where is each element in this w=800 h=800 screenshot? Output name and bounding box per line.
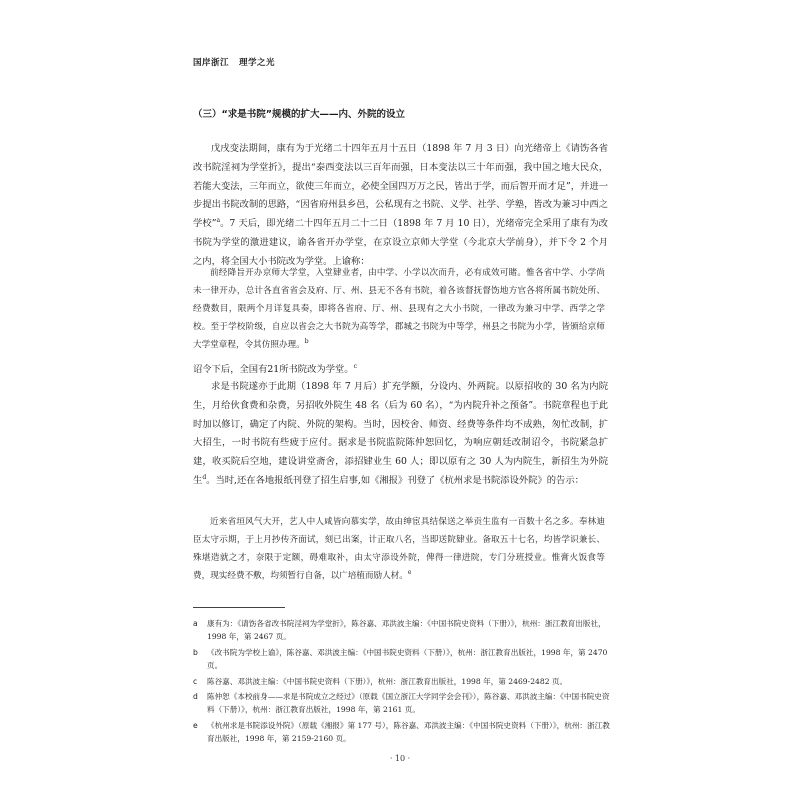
- footnote-text: 《杭州求是书院添设外院》（原载《湘报》第 177 号），陈谷嘉、邓洪波主编：《中国书院史资料（下册）》，杭州：浙江教育出版社，1998 年，第 2159-2160 页。: [207, 720, 610, 744]
- footnote-mark: d: [193, 692, 198, 702]
- footnote-text: 《改书院为学校上谕》，陈谷嘉、邓洪波主编：《中国书院史资料（下册）》，杭州：浙江教育出版社，1998 年，第 2470 页。: [207, 647, 608, 671]
- footnote: [193, 617, 613, 644]
- paragraph-2-text: 诏令下后，全国有21所书院改为学堂。: [193, 364, 354, 375]
- footnote-ref-c[interactable]: c: [353, 362, 357, 370]
- footnote-ref-a[interactable]: a: [216, 217, 221, 225]
- footnote: [193, 675, 613, 688]
- quote-edict-text: 前经降旨开办京师大学堂，入堂肄业者，由中学、小学以次而升，必有成效可睹。惟各省中学、小学尚未一律开办，总计各直省省会及府、厅、州、县无不各有书院，着各该督抚督饬地方官各将所属书院处所、经费数目，限两个月详复具奏，即将各省府、厅、州、县现有之大小书院，一律改为兼习中学、西学之学校。至于学校阶级，自应以省会之大书院为高等学，郡城之书院为中等学，州县之书院为小学，皆颁给京师大学堂章程，令其仿照办理。: [193, 268, 605, 350]
- running-header: [193, 56, 275, 68]
- header-book-title: 国岸浙江: [193, 58, 230, 68]
- page-number: · 10 ·: [389, 754, 411, 763]
- quote-notice: [193, 513, 605, 585]
- section-heading: （三）“求是书院”规模的扩大——内、外院的设立: [193, 109, 405, 120]
- paragraph-1-tail: 。7 天后，即光绪二十四年五月二十二日（1898 年 7 月 10 日），光绪帝完全采用了康有为改书院为学堂的激进建议，谕各省开办学堂，在京设立京师大学堂（今北京大学前身），并下令 2 个月之内，将全国大小书院改为学堂。上谕称：: [193, 218, 608, 267]
- quote-notice-text: 近来省垣风气大开，艺人中人咸皆向慕实学，故由绅宦具结保送之举贡生监有一百数十名之多。奉林迪臣太守示期，于上月抄传齐面试，刻已出案，计正取八名，当即送院肄业。备取五十七名，均皆学识兼长、殊堪造就之才，奈限于定额，碍难取补，由太守添设外院，俾得一律进院，专门分班授业。惟膏火饭食等费，现实经费不敷，均须暂行自备，以广培植而励人材。: [193, 517, 605, 581]
- footnote-ref-d[interactable]: d: [202, 473, 207, 481]
- paragraph-3-text: 求是书院遂亦于此期（1898 年 7 月后）扩充学额，分设内、外两院。以原招收的 30 名为内院生，月给伙食费和杂费，另招收外院生 48 名（后为 60 名），“为内院升补之预备”。书院章程也于此时加以修订，确定了内院、外院的架构。当时，因校舍、师资、经费等条件均不成熟，匆忙改制，扩大招生，一时书院有些疲于应付。据求是书院监院陈仲恕回忆，为响应朝廷改制诏令，书院紧急扩建，收买院后空地，建设讲堂斋舍，添招肄业生 60 人；即以原有之 30 人为内院生，新招生为外院生: [193, 381, 608, 486]
- quote-edict: [193, 264, 605, 354]
- footnote-mark: c: [193, 676, 198, 686]
- footnote-ref-b[interactable]: b: [304, 338, 309, 346]
- header-subtitle: 理学之光: [239, 58, 276, 68]
- paragraph-2: [193, 361, 608, 380]
- footnote: [193, 646, 613, 673]
- paragraph-3-tail: 。当时,还在各地报纸刊登了招生启事,如《湘报》刊登了《杭州求是书院添设外院》的告示：: [206, 474, 584, 486]
- paragraph-3: [193, 378, 608, 491]
- footnote-mark: e: [193, 720, 198, 730]
- footnote-mark: a: [193, 619, 198, 628]
- paragraph-1: [193, 140, 608, 272]
- footnote-text: 陈谷嘉、邓洪波主编：《中国书院史资料（下册）》，杭州：浙江教育出版社，1998 年，第 2469-2482 页。: [207, 676, 568, 686]
- paragraph-1-text: 戊戌变法期间，康有为于光绪二十四年五月十五日（1898 年 7 月 3 日）向光绪帝上《请饬各省改书院淫祠为学堂折》，提出“泰西变法以三百年而强，日本变法以三十年而强，我中国之地大民众，若能大变法，三年而立，欲使三年而立，必使全国四万万之民，皆出于学，而后智开而才足”，并进一步提出书院改制的思路，“因省府州县乡邑，公私现有之书院、义学、社学、学塾，皆改为兼习中西之学校”: [193, 143, 608, 230]
- footnote: [193, 690, 613, 717]
- footnote: [193, 719, 613, 746]
- footnote-text: 康有为：《请饬各省改书院淫祠为学堂折》，陈谷嘉、邓洪波主编：《中国书院史资料（下册）》，杭州：浙江教育出版社，1998 年，第 2467 页。: [207, 619, 606, 642]
- footnote-mark: b: [193, 647, 198, 657]
- footnote-text: 陈仲恕《本校前身——求是书院成立之经过》（原载《国立浙江大学同学会会刊》），陈谷嘉、邓洪波主编：《中国书院史资料（下册）》，杭州：浙江教育出版社，1998 年，第 2161 页。: [207, 692, 610, 715]
- footnote-ref-e[interactable]: e: [407, 569, 412, 577]
- footnote-divider: [193, 607, 285, 608]
- footnotes: [193, 617, 613, 748]
